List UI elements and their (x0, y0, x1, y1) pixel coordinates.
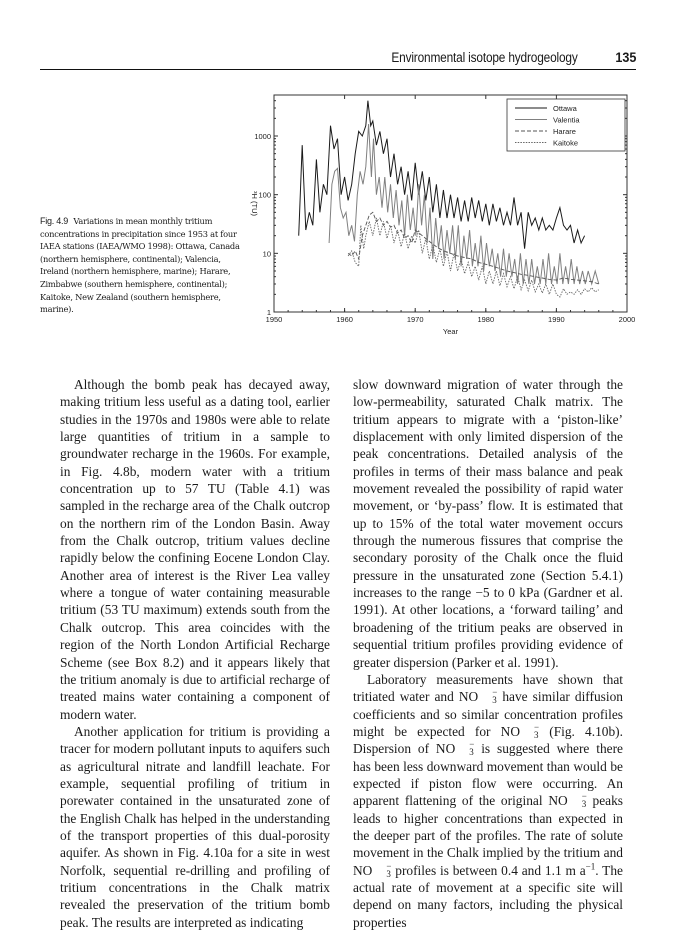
x-tick-label: 1970 (406, 315, 424, 324)
running-header (40, 45, 636, 70)
formula-charge: − (469, 739, 475, 750)
legend-label: Valentia (553, 115, 580, 125)
formula-base: NO (500, 723, 521, 739)
y-tick-label: 100 (258, 190, 271, 200)
exponent: −1 (585, 861, 596, 872)
nitrate-formula (436, 741, 474, 756)
series-line-harare (348, 212, 599, 284)
formula-subscript: 3 (492, 695, 497, 706)
text-segment: (Fig. 4.10b). Dispersion of (353, 723, 623, 757)
formula-base: NO (548, 793, 568, 809)
formula-subscript: 3 (581, 799, 587, 810)
formula-base: NO (353, 862, 373, 878)
y-tick-label: 1000 (254, 132, 271, 142)
running-title: Environmental isotope hydrogeology (391, 50, 578, 65)
nitrate-formula (459, 689, 497, 704)
caption-text: Variations in mean monthly tritium concentrations in precipitation since 1953 at four IAEA stations (IAEA/WMO 1998): Ottawa, Canada (northern hemisphere, continental); Valencia, Ireland (northern hemisphere, marine); Harare, Zimbabwe (southern hemisphere, continental); Kaitoke, New Zealand (southern hemisphere, marine). (40, 216, 240, 315)
legend-label: Harare (553, 127, 576, 136)
formula-charge: − (492, 687, 498, 698)
text-segment: have similar diffusion coefficients and so similar concentration profiles might be expected for (353, 689, 623, 739)
formula-charge: − (534, 721, 540, 732)
paragraph: slow downward migration of water through the low-permeability, saturated Chalk matrix. The tritium appears to migrate with a ‘piston-like’ displacement with only limited dispersion of the peak concentrations. Detailed analysis of the profiles in terms of their mass balance and peak movement revealed the possibility of rapid water movement, or ‘by-pass’ flow. It is estimated that up to 15% of the total water movement occurs through the numerous fissures that comprise the secondary porosity of the Chalk once the fluid pressure in the unsaturated zone (Section 5.4.1) increases to the range −5 to 0 kPa (Gardner et al. 1991). At other locations, a ‘forward tailing’ and broadening of the tritium peaks are observed in sequential tritium profiles providing evidence of greater dispersion (Parker et al. 1991). (353, 377, 623, 670)
text-segment: . The actual rate of movement at a specific site will depend on many factors, including the physical properties (353, 862, 623, 930)
formula-charge: − (581, 791, 587, 802)
x-axis-label: Year (442, 327, 459, 336)
x-tick-label: 1950 (265, 315, 283, 324)
legend-label: Kaitoke (553, 138, 579, 148)
nitrate-formula (548, 793, 586, 808)
tritium-chart (240, 80, 640, 350)
text-segment: is suggested where there has been less downward movement than would be expected if piston flow were occurring. An apparent flattening of the original (353, 741, 623, 809)
y-tick-label: 1 (266, 308, 271, 317)
page-number: 135 (614, 49, 636, 65)
paragraph: Another application for tritium is providing a tracer for modern pollutant inputs to aquifers such as agricultural nitrate and landfill leachate. For example, sequential profiling of tritium in porewater contained in the unsaturated zone of the English Chalk has helped in the understanding of the transport properties of this dual-porosity aquifer. As shown in Fig. 4.10a for a site in west Norfolk, sequential re-drilling and profiling of tritium concentrations in the Chalk matrix revealed the preservation of the tritium bomb peak. The results are interpreted as indicating (60, 723, 330, 930)
figure-caption (40, 215, 240, 316)
formula-subscript: 3 (534, 729, 539, 740)
right-column (353, 376, 623, 931)
nitrate-formula (353, 860, 392, 879)
formula-charge: − (386, 860, 392, 871)
x-tick-label: 1980 (477, 315, 495, 324)
paragraph: Although the bomb peak has decayed away, making tritium less useful as a dating tool, earlier studies in the 1970s and 1980s were able to relate large quantities of tritium in a sample to groundwater recharge in the 1960s. For example, in Fig. 4.8b, modern water with a tritium concentration up to 57 TU (Table 4.1) was sampled in the recharge area of the Chalk outcrop on the northern rim of the London Basin. Away from the Chalk outcrop, tritium values decline rapidly below the confining Eocene London Clay. Another area of interest is the River Lea valley where a tongue of water containing measurable tritium (53 TU maximum) extends south from the Chalk outcrop. This area coincides with the region of the North London Artificial Recharge Scheme (see Box 8.2) and it appears likely that the tritium anomaly is due to artificial recharge of treated mains water containing a component of modern water. (60, 377, 330, 722)
nitrate-formula (500, 721, 540, 740)
formula-subscript: 3 (386, 868, 391, 879)
y-axis-label: ³H (TU) (250, 191, 259, 216)
figure-label: Fig. 4.9 (40, 216, 69, 226)
left-column (60, 376, 330, 931)
text-segment: Laboratory measurements have shown that tritiated water and (353, 671, 623, 705)
formula-subscript: 3 (469, 747, 474, 758)
formula-base: NO (458, 689, 479, 705)
x-tick-label: 1990 (548, 315, 565, 324)
formula-base: NO (435, 741, 456, 757)
x-tick-label: 2000 (618, 315, 636, 324)
text-segment: peaks leads to higher concentrations than expected in the deeper part of the profiles. The rate of solute movement in the Chalk implied by the tritium and (353, 793, 624, 861)
legend-label: Ottawa (553, 104, 577, 113)
paragraph (353, 671, 623, 931)
x-tick-label: 1960 (336, 315, 353, 324)
text-segment: profiles is between 0.4 and 1.1 m a (391, 862, 586, 878)
y-tick-label: 10 (262, 249, 271, 259)
